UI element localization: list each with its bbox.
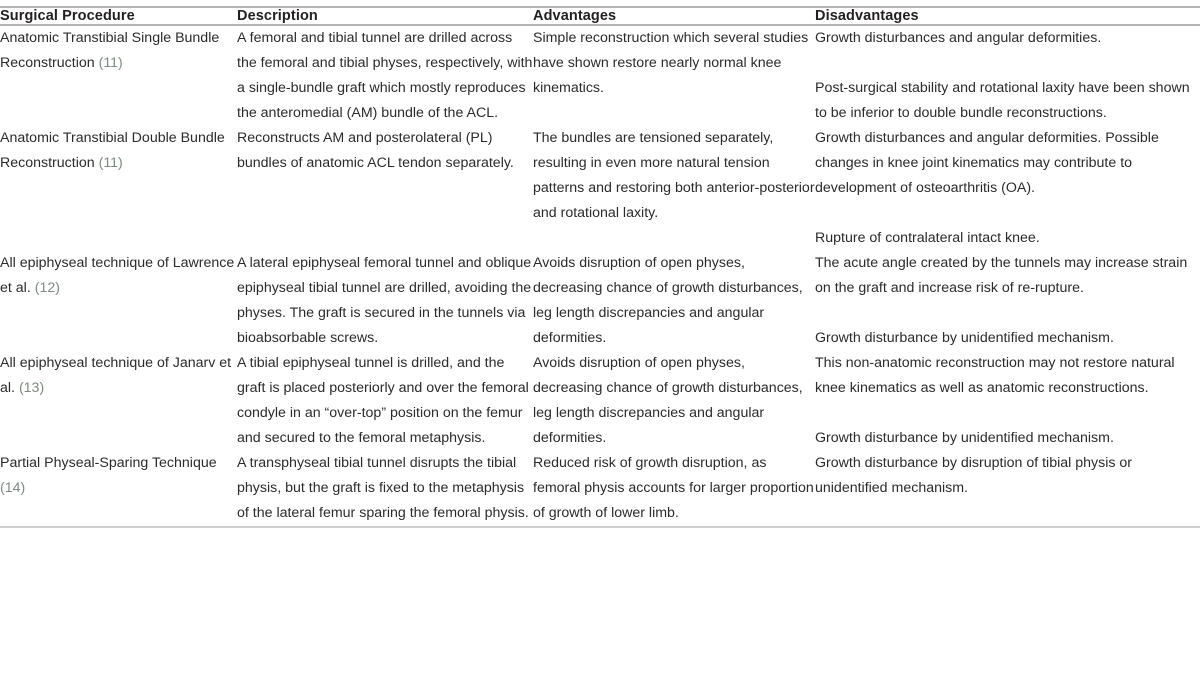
table-body xyxy=(0,26,1200,526)
table-container xyxy=(0,6,1200,686)
cell-advantages-paragraph: Simple reconstruction which several studies have shown restore nearly normal knee kinematics. xyxy=(533,30,809,96)
column-header-advantages: Advantages xyxy=(533,8,617,24)
procedure-reference: (11) xyxy=(98,55,123,71)
cell-disadvantages-paragraph: Growth disturbances and angular deformities. xyxy=(815,30,1102,46)
surgical-procedure-table-body xyxy=(0,26,1200,526)
cell-description-paragraph: A femoral and tibial tunnel are drilled across the femoral and tibial physes, respectively, with a single-bundle graft which mostly reproduces the anteromedial (AM) bundle of the ACL. xyxy=(237,30,533,121)
cell-disadvantages xyxy=(815,451,1200,526)
procedure-name: Anatomic Transtibial Double Bundle Reconstruction xyxy=(0,130,225,171)
cell-disadvantages xyxy=(815,26,1200,126)
cell-advantages xyxy=(533,126,815,251)
cell-description-paragraph: Reconstructs AM and posterolateral (PL) bundles of anatomic ACL tendon separately. xyxy=(237,130,514,171)
cell-description xyxy=(237,251,533,351)
table-bottom-rule xyxy=(0,526,1200,528)
procedure-reference: (12) xyxy=(34,280,60,296)
column-header-description: Description xyxy=(237,8,318,24)
cell-procedure xyxy=(0,126,237,251)
procedure-reference: (13) xyxy=(18,380,45,396)
cell-disadvantages xyxy=(815,126,1200,251)
cell-advantages xyxy=(533,451,815,526)
cell-advantages xyxy=(533,26,815,126)
cell-advantages-paragraph: Avoids disruption of open physes, decreasing chance of growth disturbances, leg length discrepancies and angular deformities. xyxy=(533,255,803,346)
procedure-reference: (14) xyxy=(0,480,26,496)
surgical-procedure-table xyxy=(0,8,1200,24)
table-row xyxy=(0,251,1200,351)
cell-procedure xyxy=(0,351,237,451)
column-header-disadvantages: Disadvantages xyxy=(815,8,919,24)
cell-procedure xyxy=(0,251,237,351)
table-row xyxy=(0,351,1200,451)
procedure-name: Anatomic Transtibial Single Bundle Reconstruction xyxy=(0,30,220,71)
cell-disadvantages-paragraph: Growth disturbances and angular deformities. Possible changes in knee joint kinematics may contribute to development of osteoarthritis (OA). xyxy=(815,130,1159,196)
table-row xyxy=(0,126,1200,251)
table-header-row xyxy=(0,8,1200,24)
cell-description-paragraph: A transphyseal tibial tunnel disrupts the tibial physis, but the graft is fixed to the metaphysis of the lateral femur sparing the femoral physis. xyxy=(237,455,529,521)
cell-disadvantages-paragraph: Growth disturbance by disruption of tibial physis or unidentified mechanism. xyxy=(815,455,1133,496)
cell-advantages-paragraph: Reduced risk of growth disruption, as femoral physis accounts for larger proportion of growth of lower limb. xyxy=(533,455,814,521)
cell-description xyxy=(237,451,533,526)
cell-disadvantages xyxy=(815,251,1200,351)
procedure-name: All epiphyseal technique of Janarv et al. xyxy=(0,355,232,396)
cell-procedure xyxy=(0,451,237,526)
procedure-reference: (11) xyxy=(98,155,123,171)
cell-disadvantages-paragraph: Rupture of contralateral intact knee. xyxy=(815,230,1040,246)
cell-disadvantages-paragraph: Growth disturbance by unidentified mechanism. xyxy=(815,330,1114,346)
cell-description xyxy=(237,26,533,126)
cell-description xyxy=(237,126,533,251)
cell-disadvantages-paragraph: Post-surgical stability and rotational laxity have been shown to be inferior to double bundle reconstructions. xyxy=(815,80,1190,121)
cell-description-paragraph: A tibial epiphyseal tunnel is drilled, and the graft is placed posteriorly and over the femoral condyle in an “over-top” position on the femur and secured to the femoral metaphysis. xyxy=(237,355,529,446)
table-row xyxy=(0,451,1200,526)
cell-advantages-paragraph: The bundles are tensioned separately, resulting in even more natural tension patterns and restoring both anterior-posterior and rotational laxity. xyxy=(533,130,815,221)
cell-procedure xyxy=(0,26,237,126)
procedure-name: All epiphyseal technique of Lawrence et al. xyxy=(0,255,235,296)
cell-description xyxy=(237,351,533,451)
cell-disadvantages-paragraph: This non-anatomic reconstruction may not restore natural knee kinematics as well as anatomic reconstructions. xyxy=(815,355,1175,396)
cell-description-paragraph: A lateral epiphyseal femoral tunnel and oblique epiphyseal tibial tunnel are drilled, avoiding the physes. The graft is secured in the tunnels via bioabsorbable screws. xyxy=(237,255,532,346)
table-row xyxy=(0,26,1200,126)
cell-disadvantages-paragraph: The acute angle created by the tunnels may increase strain on the graft and increase risk of re-rupture. xyxy=(815,255,1188,296)
cell-disadvantages-paragraph: Growth disturbance by unidentified mechanism. xyxy=(815,430,1114,446)
cell-disadvantages xyxy=(815,351,1200,451)
table-header xyxy=(0,8,1200,24)
procedure-name: Partial Physeal-Sparing Technique xyxy=(0,455,217,471)
cell-advantages xyxy=(533,351,815,451)
column-header-procedure: Surgical Procedure xyxy=(0,8,135,24)
cell-advantages xyxy=(533,251,815,351)
cell-advantages-paragraph: Avoids disruption of open physes, decreasing chance of growth disturbances, leg length discrepancies and angular deformities. xyxy=(533,355,803,446)
